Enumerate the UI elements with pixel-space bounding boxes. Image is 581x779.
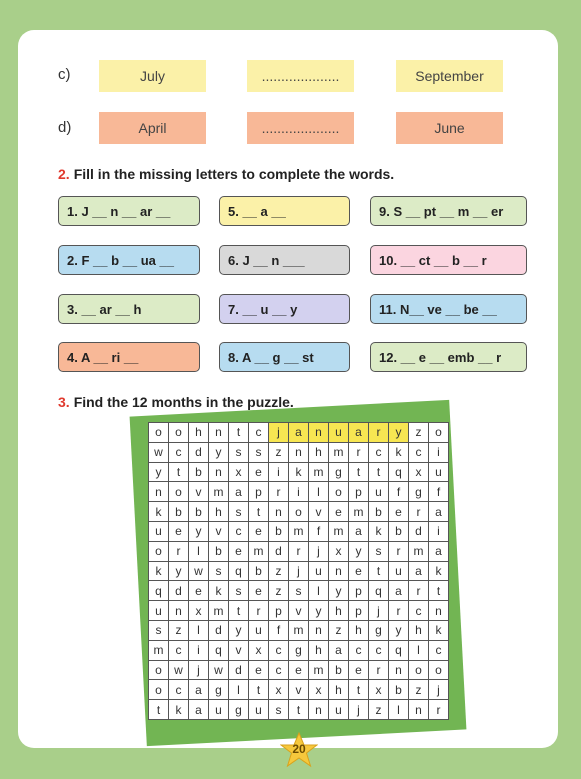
puzzle-cell[interactable]: k: [149, 502, 169, 522]
puzzle-cell[interactable]: r: [369, 423, 389, 443]
puzzle-row: [149, 561, 449, 581]
puzzle-cell[interactable]: u: [309, 561, 329, 581]
puzzle-cell[interactable]: b: [249, 561, 269, 581]
fill-item-9[interactable]: 9. S __ pt __ m __ er: [370, 196, 527, 226]
puzzle-cell[interactable]: v: [289, 680, 309, 700]
puzzle-cell[interactable]: v: [209, 521, 229, 541]
puzzle-cell[interactable]: d: [169, 581, 189, 601]
puzzle-cell[interactable]: g: [209, 680, 229, 700]
puzzle-cell[interactable]: e: [389, 502, 409, 522]
puzzle-cell[interactable]: b: [389, 521, 409, 541]
puzzle-cell[interactable]: n: [389, 660, 409, 680]
puzzle-cell[interactable]: d: [409, 521, 429, 541]
puzzle-cell[interactable]: j: [189, 660, 209, 680]
puzzle-cell[interactable]: z: [409, 680, 429, 700]
puzzle-cell[interactable]: f: [389, 482, 409, 502]
puzzle-cell[interactable]: o: [149, 541, 169, 561]
puzzle-cell[interactable]: b: [209, 541, 229, 561]
puzzle-cell[interactable]: r: [269, 482, 289, 502]
puzzle-cell[interactable]: s: [249, 442, 269, 462]
puzzle-row: [149, 521, 449, 541]
puzzle-cell[interactable]: a: [289, 423, 309, 443]
puzzle-cell[interactable]: e: [349, 660, 369, 680]
puzzle-cell[interactable]: q: [369, 581, 389, 601]
puzzle-row: [149, 502, 449, 522]
puzzle-cell[interactable]: c: [409, 442, 429, 462]
puzzle-cell[interactable]: o: [429, 423, 449, 443]
puzzle-cell[interactable]: u: [149, 521, 169, 541]
puzzle-cell[interactable]: o: [289, 502, 309, 522]
puzzle-cell[interactable]: b: [189, 502, 209, 522]
month-box-d3: June: [396, 112, 503, 144]
puzzle-cell[interactable]: c: [169, 680, 189, 700]
fill-item-5[interactable]: 5. __ a __: [219, 196, 350, 226]
puzzle-cell[interactable]: o: [169, 482, 189, 502]
puzzle-cell[interactable]: p: [269, 601, 289, 621]
word-search-grid: [148, 422, 449, 720]
row-label-d: d): [58, 119, 72, 136]
puzzle-cell[interactable]: m: [209, 601, 229, 621]
puzzle-cell[interactable]: e: [249, 521, 269, 541]
puzzle-cell[interactable]: o: [149, 660, 169, 680]
puzzle-cell[interactable]: o: [429, 660, 449, 680]
puzzle-cell[interactable]: e: [249, 581, 269, 601]
puzzle-cell[interactable]: k: [209, 581, 229, 601]
q3-heading: [58, 394, 294, 410]
puzzle-cell[interactable]: j: [349, 700, 369, 720]
fill-item-10[interactable]: 10. __ ct __ b __ r: [370, 245, 527, 275]
puzzle-cell[interactable]: y: [209, 442, 229, 462]
puzzle-cell[interactable]: x: [229, 462, 249, 482]
fill-item-2[interactable]: 2. F __ b __ ua __: [58, 245, 200, 275]
puzzle-cell[interactable]: e: [329, 502, 349, 522]
puzzle-cell[interactable]: y: [389, 620, 409, 640]
puzzle-cell[interactable]: a: [229, 482, 249, 502]
puzzle-cell[interactable]: z: [269, 442, 289, 462]
q3-text: Find the 12 months in the puzzle.: [73, 394, 294, 410]
puzzle-cell[interactable]: t: [289, 700, 309, 720]
puzzle-cell[interactable]: m: [309, 462, 329, 482]
puzzle-cell[interactable]: m: [309, 660, 329, 680]
puzzle-cell[interactable]: x: [189, 601, 209, 621]
puzzle-cell[interactable]: r: [389, 541, 409, 561]
puzzle-cell[interactable]: f: [269, 620, 289, 640]
puzzle-cell[interactable]: y: [349, 541, 369, 561]
puzzle-cell[interactable]: a: [189, 700, 209, 720]
puzzle-cell[interactable]: k: [169, 700, 189, 720]
fill-item-4[interactable]: 4. A __ ri __: [58, 342, 200, 372]
puzzle-cell[interactable]: e: [169, 521, 189, 541]
puzzle-cell[interactable]: e: [349, 561, 369, 581]
puzzle-cell[interactable]: s: [209, 561, 229, 581]
puzzle-cell[interactable]: u: [249, 700, 269, 720]
puzzle-cell[interactable]: w: [149, 442, 169, 462]
puzzle-row: [149, 442, 449, 462]
puzzle-cell[interactable]: c: [349, 640, 369, 660]
puzzle-cell[interactable]: t: [369, 462, 389, 482]
puzzle-cell[interactable]: l: [189, 620, 209, 640]
puzzle-cell[interactable]: s: [229, 442, 249, 462]
puzzle-cell[interactable]: t: [249, 502, 269, 522]
puzzle-cell[interactable]: b: [189, 462, 209, 482]
puzzle-cell[interactable]: y: [189, 521, 209, 541]
puzzle-cell[interactable]: b: [329, 660, 349, 680]
puzzle-cell[interactable]: k: [149, 561, 169, 581]
puzzle-cell[interactable]: j: [289, 561, 309, 581]
puzzle-cell[interactable]: n: [209, 462, 229, 482]
puzzle-cell[interactable]: g: [229, 700, 249, 720]
puzzle-cell[interactable]: b: [389, 680, 409, 700]
puzzle-row: [149, 482, 449, 502]
puzzle-cell[interactable]: r: [429, 700, 449, 720]
puzzle-cell[interactable]: z: [269, 561, 289, 581]
month-box-d1: April: [99, 112, 206, 144]
puzzle-cell[interactable]: q: [389, 640, 409, 660]
puzzle-cell[interactable]: a: [349, 521, 369, 541]
q2-text: Fill in the missing letters to complete the words.: [73, 166, 395, 182]
puzzle-cell[interactable]: l: [309, 581, 329, 601]
fill-item-12[interactable]: 12. __ e __ emb __ r: [370, 342, 527, 372]
fill-item-3[interactable]: 3. __ ar __ h: [58, 294, 200, 324]
puzzle-cell[interactable]: d: [189, 442, 209, 462]
puzzle-cell[interactable]: n: [169, 601, 189, 621]
puzzle-cell[interactable]: s: [289, 581, 309, 601]
puzzle-cell[interactable]: f: [309, 521, 329, 541]
puzzle-cell[interactable]: a: [409, 561, 429, 581]
puzzle-cell[interactable]: c: [229, 521, 249, 541]
puzzle-cell[interactable]: c: [269, 640, 289, 660]
puzzle-cell[interactable]: q: [209, 640, 229, 660]
puzzle-cell[interactable]: c: [409, 601, 429, 621]
puzzle-cell[interactable]: m: [349, 502, 369, 522]
puzzle-cell[interactable]: x: [329, 541, 349, 561]
puzzle-cell[interactable]: n: [309, 423, 329, 443]
puzzle-cell[interactable]: g: [409, 482, 429, 502]
puzzle-row: [149, 680, 449, 700]
puzzle-cell[interactable]: z: [409, 423, 429, 443]
puzzle-cell[interactable]: b: [269, 521, 289, 541]
puzzle-cell[interactable]: s: [229, 502, 249, 522]
puzzle-row: [149, 620, 449, 640]
fill-item-7[interactable]: 7. __ u __ y: [219, 294, 350, 324]
puzzle-cell[interactable]: o: [149, 680, 169, 700]
puzzle-cell[interactable]: c: [169, 640, 189, 660]
puzzle-cell[interactable]: o: [409, 660, 429, 680]
puzzle-cell[interactable]: w: [209, 660, 229, 680]
puzzle-cell[interactable]: i: [189, 640, 209, 660]
puzzle-cell[interactable]: g: [289, 640, 309, 660]
puzzle-cell[interactable]: u: [209, 700, 229, 720]
puzzle-cell[interactable]: n: [289, 442, 309, 462]
puzzle-cell[interactable]: j: [309, 541, 329, 561]
puzzle-cell[interactable]: c: [249, 423, 269, 443]
fill-item-11[interactable]: 11. N__ ve __ be __: [370, 294, 527, 324]
puzzle-cell[interactable]: m: [289, 521, 309, 541]
puzzle-cell[interactable]: u: [389, 561, 409, 581]
month-blank-c2[interactable]: ....................: [247, 60, 354, 92]
puzzle-cell[interactable]: l: [389, 700, 409, 720]
puzzle-cell[interactable]: a: [389, 581, 409, 601]
puzzle-cell[interactable]: n: [149, 482, 169, 502]
puzzle-cell[interactable]: h: [409, 620, 429, 640]
puzzle-cell[interactable]: u: [429, 462, 449, 482]
puzzle-cell[interactable]: r: [389, 601, 409, 621]
puzzle-cell[interactable]: l: [409, 640, 429, 660]
puzzle-cell[interactable]: t: [149, 700, 169, 720]
puzzle-cell[interactable]: n: [329, 561, 349, 581]
q3-number: 3.: [58, 394, 70, 410]
puzzle-cell[interactable]: j: [369, 601, 389, 621]
puzzle-cell[interactable]: x: [369, 680, 389, 700]
puzzle-cell[interactable]: t: [429, 581, 449, 601]
puzzle-cell[interactable]: r: [369, 660, 389, 680]
puzzle-cell[interactable]: i: [269, 462, 289, 482]
puzzle-cell[interactable]: n: [209, 423, 229, 443]
puzzle-cell[interactable]: m: [329, 442, 349, 462]
month-box-c3: September: [396, 60, 503, 92]
puzzle-cell[interactable]: h: [309, 640, 329, 660]
puzzle-cell[interactable]: m: [289, 620, 309, 640]
puzzle-cell[interactable]: x: [269, 680, 289, 700]
puzzle-cell[interactable]: v: [229, 640, 249, 660]
puzzle-cell[interactable]: q: [149, 581, 169, 601]
puzzle-cell[interactable]: w: [189, 561, 209, 581]
puzzle-cell[interactable]: m: [329, 521, 349, 541]
puzzle-cell[interactable]: o: [149, 423, 169, 443]
puzzle-cell[interactable]: n: [269, 502, 289, 522]
puzzle-cell[interactable]: b: [169, 502, 189, 522]
puzzle-cell[interactable]: u: [329, 700, 349, 720]
puzzle-cell[interactable]: n: [409, 700, 429, 720]
q2-number: 2.: [58, 166, 70, 182]
month-blank-d2[interactable]: ....................: [247, 112, 354, 144]
fill-item-8[interactable]: 8. A __ g __ st: [219, 342, 350, 372]
puzzle-cell[interactable]: y: [309, 601, 329, 621]
puzzle-cell[interactable]: t: [369, 561, 389, 581]
puzzle-cell[interactable]: r: [409, 502, 429, 522]
puzzle-cell[interactable]: s: [229, 581, 249, 601]
puzzle-cell[interactable]: c: [369, 442, 389, 462]
puzzle-cell[interactable]: i: [289, 482, 309, 502]
puzzle-cell[interactable]: t: [249, 680, 269, 700]
puzzle-row: [149, 601, 449, 621]
puzzle-cell[interactable]: f: [429, 482, 449, 502]
puzzle-cell[interactable]: n: [429, 601, 449, 621]
puzzle-cell[interactable]: t: [349, 680, 369, 700]
puzzle-cell[interactable]: z: [329, 620, 349, 640]
puzzle-cell[interactable]: z: [169, 620, 189, 640]
puzzle-row: [149, 423, 449, 443]
puzzle-cell[interactable]: x: [309, 680, 329, 700]
puzzle-cell[interactable]: o: [169, 423, 189, 443]
puzzle-row: [149, 541, 449, 561]
puzzle-cell[interactable]: y: [149, 462, 169, 482]
puzzle-cell[interactable]: y: [229, 620, 249, 640]
puzzle-cell[interactable]: y: [329, 581, 349, 601]
puzzle-row: [149, 581, 449, 601]
puzzle-cell[interactable]: v: [289, 601, 309, 621]
puzzle-cell[interactable]: h: [189, 423, 209, 443]
puzzle-cell[interactable]: c: [369, 640, 389, 660]
puzzle-cell[interactable]: c: [269, 660, 289, 680]
month-box-c1: July: [99, 60, 206, 92]
row-label-c: c): [58, 66, 71, 83]
puzzle-cell[interactable]: v: [189, 482, 209, 502]
puzzle-cell[interactable]: y: [389, 423, 409, 443]
puzzle-cell[interactable]: w: [169, 660, 189, 680]
puzzle-cell[interactable]: n: [309, 620, 329, 640]
puzzle-cell[interactable]: i: [429, 442, 449, 462]
puzzle-cell[interactable]: b: [369, 502, 389, 522]
puzzle-cell[interactable]: t: [349, 462, 369, 482]
puzzle-cell[interactable]: t: [169, 462, 189, 482]
page-number: 20: [292, 742, 306, 756]
puzzle-cell[interactable]: p: [249, 482, 269, 502]
puzzle-cell[interactable]: m: [209, 482, 229, 502]
puzzle-cell[interactable]: e: [249, 660, 269, 680]
puzzle-row: [149, 640, 449, 660]
puzzle-cell[interactable]: g: [329, 462, 349, 482]
puzzle-cell[interactable]: a: [429, 541, 449, 561]
puzzle-cell[interactable]: x: [409, 462, 429, 482]
puzzle-cell[interactable]: n: [309, 700, 329, 720]
puzzle-cell[interactable]: r: [249, 601, 269, 621]
puzzle-cell[interactable]: a: [189, 680, 209, 700]
puzzle-cell[interactable]: z: [269, 581, 289, 601]
q2-heading: [58, 166, 394, 182]
puzzle-cell[interactable]: p: [349, 482, 369, 502]
puzzle-row: [149, 700, 449, 720]
puzzle-cell[interactable]: e: [229, 541, 249, 561]
puzzle-row: [149, 660, 449, 680]
puzzle-cell[interactable]: d: [229, 660, 249, 680]
puzzle-cell[interactable]: k: [389, 442, 409, 462]
puzzle-cell[interactable]: s: [369, 541, 389, 561]
puzzle-cell[interactable]: t: [229, 423, 249, 443]
puzzle-cell[interactable]: l: [189, 541, 209, 561]
fill-item-1[interactable]: 1. J __ n __ ar __: [58, 196, 200, 226]
puzzle-cell[interactable]: k: [429, 620, 449, 640]
puzzle-cell[interactable]: h: [209, 502, 229, 522]
puzzle-cell[interactable]: q: [389, 462, 409, 482]
puzzle-cell[interactable]: m: [149, 640, 169, 660]
puzzle-cell[interactable]: k: [429, 561, 449, 581]
puzzle-cell[interactable]: l: [229, 680, 249, 700]
puzzle-cell[interactable]: u: [369, 482, 389, 502]
puzzle-row: [149, 462, 449, 482]
puzzle-cell[interactable]: u: [329, 423, 349, 443]
puzzle-cell[interactable]: h: [329, 601, 349, 621]
puzzle-cell[interactable]: o: [329, 482, 349, 502]
puzzle-cell[interactable]: a: [329, 640, 349, 660]
puzzle-cell[interactable]: s: [269, 700, 289, 720]
puzzle-cell[interactable]: s: [149, 620, 169, 640]
puzzle-cell[interactable]: a: [349, 423, 369, 443]
puzzle-cell[interactable]: r: [289, 541, 309, 561]
puzzle-cell[interactable]: p: [349, 601, 369, 621]
puzzle-cell[interactable]: e: [289, 660, 309, 680]
puzzle-cell[interactable]: h: [329, 680, 349, 700]
puzzle-cell[interactable]: h: [349, 620, 369, 640]
puzzle-cell[interactable]: r: [409, 581, 429, 601]
puzzle-cell[interactable]: d: [209, 620, 229, 640]
puzzle-cell[interactable]: x: [249, 640, 269, 660]
puzzle-cell[interactable]: v: [309, 502, 329, 522]
puzzle-cell[interactable]: e: [189, 581, 209, 601]
puzzle-cell[interactable]: c: [169, 442, 189, 462]
puzzle-cell[interactable]: m: [249, 541, 269, 561]
puzzle-cell[interactable]: g: [369, 620, 389, 640]
puzzle-cell[interactable]: m: [409, 541, 429, 561]
puzzle-cell[interactable]: k: [289, 462, 309, 482]
puzzle-cell[interactable]: z: [369, 700, 389, 720]
puzzle-cell[interactable]: e: [249, 462, 269, 482]
puzzle-cell[interactable]: y: [169, 561, 189, 581]
puzzle-cell[interactable]: l: [309, 482, 329, 502]
puzzle-cell[interactable]: u: [249, 620, 269, 640]
puzzle-cell[interactable]: k: [369, 521, 389, 541]
puzzle-cell[interactable]: i: [429, 521, 449, 541]
puzzle-cell[interactable]: t: [229, 601, 249, 621]
puzzle-cell[interactable]: h: [309, 442, 329, 462]
puzzle-cell[interactable]: a: [429, 502, 449, 522]
puzzle-cell[interactable]: j: [269, 423, 289, 443]
puzzle-cell[interactable]: u: [149, 601, 169, 621]
puzzle-cell[interactable]: j: [429, 680, 449, 700]
puzzle-cell[interactable]: r: [169, 541, 189, 561]
fill-item-6[interactable]: 6. J __ n ___: [219, 245, 350, 275]
puzzle-cell[interactable]: r: [349, 442, 369, 462]
puzzle-cell[interactable]: d: [269, 541, 289, 561]
puzzle-cell[interactable]: p: [349, 581, 369, 601]
puzzle-cell[interactable]: c: [429, 640, 449, 660]
puzzle-cell[interactable]: q: [229, 561, 249, 581]
